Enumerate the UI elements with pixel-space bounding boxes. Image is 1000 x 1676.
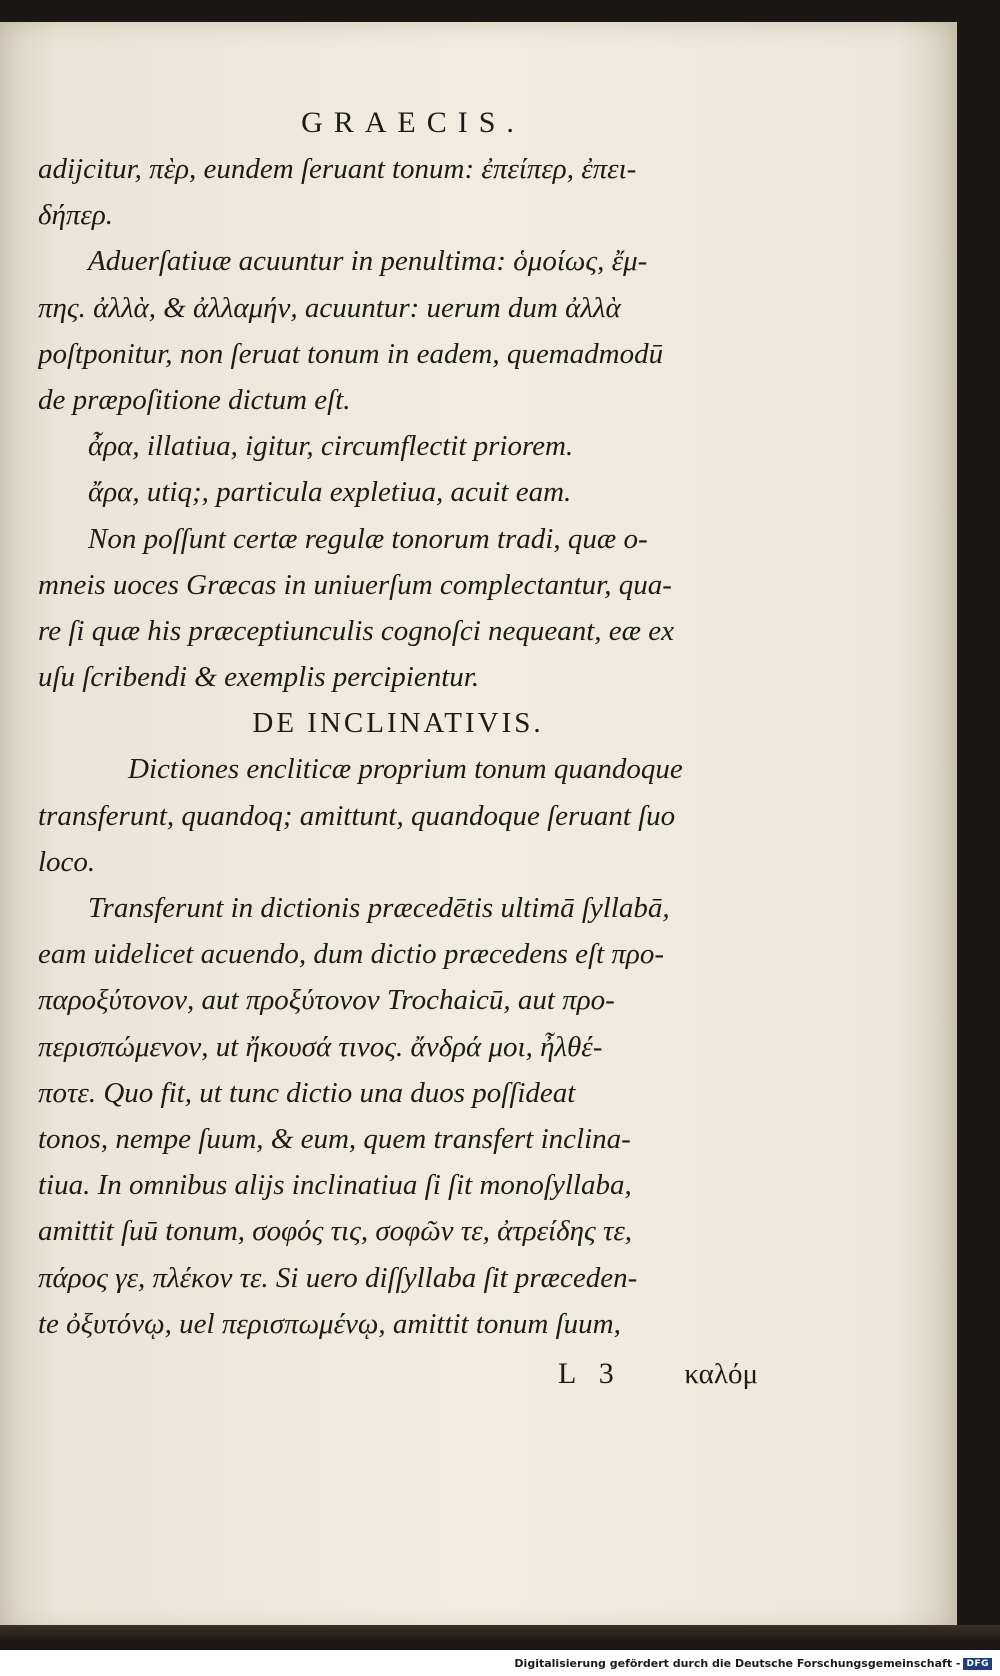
text-line: eam uidelicet acuendo, dum dictio præcedens eſt προ- xyxy=(38,938,665,971)
text-line: δήπερ. xyxy=(38,199,113,232)
text-line: ἄρα, utiq;, particula expletiua, acuit eam. xyxy=(88,476,572,509)
credit-text: Digitalisierung gefördert durch die Deutsche Forschungsgemeinschaft - xyxy=(514,1657,961,1670)
signature-mark: L 3 xyxy=(558,1356,622,1390)
text-line: παροξύτονον, aut προξύτονον Trochaicū, aut προ- xyxy=(38,984,615,1017)
text-line: ἆρα, illatiua, igitur, circumflectit priorem. xyxy=(88,430,574,463)
scan-bottom-edge xyxy=(0,1625,1000,1643)
text-line: Transferunt in dictionis præcedētis ultimā ſyllabā, xyxy=(88,892,670,924)
text-line: Non poſſunt certæ regulæ tonorum tradi, quæ o- xyxy=(88,522,648,555)
digitization-credit xyxy=(514,1657,992,1670)
text-line: tiua. In omnibus alijs inclinatiua ſi ſit monoſyllaba, xyxy=(38,1169,632,1202)
text-line: mneis uoces Græcas in uniuerſum complectantur, qua- xyxy=(38,568,672,601)
text-line: Dictiones encliticæ proprium tonum quandoque xyxy=(128,753,683,786)
text-line: transferunt, quandoq; amittunt, quandoque ſeruant ſuo xyxy=(38,799,676,832)
text-line: πης. ἀλλὰ, & ἀλλαμήν, acuuntur: uerum dum ἀλλὰ xyxy=(38,291,621,324)
catchword: καλόμ xyxy=(684,1357,758,1390)
page-foot xyxy=(38,1351,758,1401)
text-line: de præpoſitione dictum eſt. xyxy=(38,383,351,416)
dfg-logo: DFG xyxy=(963,1658,992,1670)
text-line: poſtponitur, non ſeruat tonum in eadem, quemadmodū xyxy=(38,337,664,370)
text-line: loco. xyxy=(38,845,96,878)
text-line: πάρος γε, πλέκον τε. Si uero diſſyllaba ſit præceden- xyxy=(38,1261,638,1294)
text-line: adijcitur, πὲρ, eundem ſeruant tonum: ἐπείπερ, ἐπει- xyxy=(38,153,637,185)
section-title: DE INCLINATIVIS. xyxy=(252,707,544,740)
text-line: te ὀξυτόνῳ, uel περισπωμένῳ, amittit tonum ſuum, xyxy=(38,1307,621,1340)
text-line: amittit ſuū tonum, σοφός τις, σοφῶν τε, ἀτρείδης τε, xyxy=(38,1215,633,1248)
text-line: ποτε. Quo fit, ut tunc dictio una duos poſſideat xyxy=(38,1076,576,1109)
text-line: Aduerſatiuæ acuuntur in penultima: ὁμοίως, ἔμ- xyxy=(88,245,648,278)
running-head: GRAECIS. xyxy=(301,106,525,139)
text-line: tonos, nempe ſuum, & eum, quem transfert inclina- xyxy=(38,1122,631,1155)
text-line: uſu ſcribendi & exemplis percipientur. xyxy=(38,661,480,694)
text-line: re ſi quæ his præceptiunculis cognoſci nequeant, eæ ex xyxy=(38,614,675,647)
page-text xyxy=(38,100,758,1401)
text-line: περισπώμενον, ut ἤκουσά τινος. ἄνδρά μοι, ἦλθέ- xyxy=(38,1030,603,1063)
